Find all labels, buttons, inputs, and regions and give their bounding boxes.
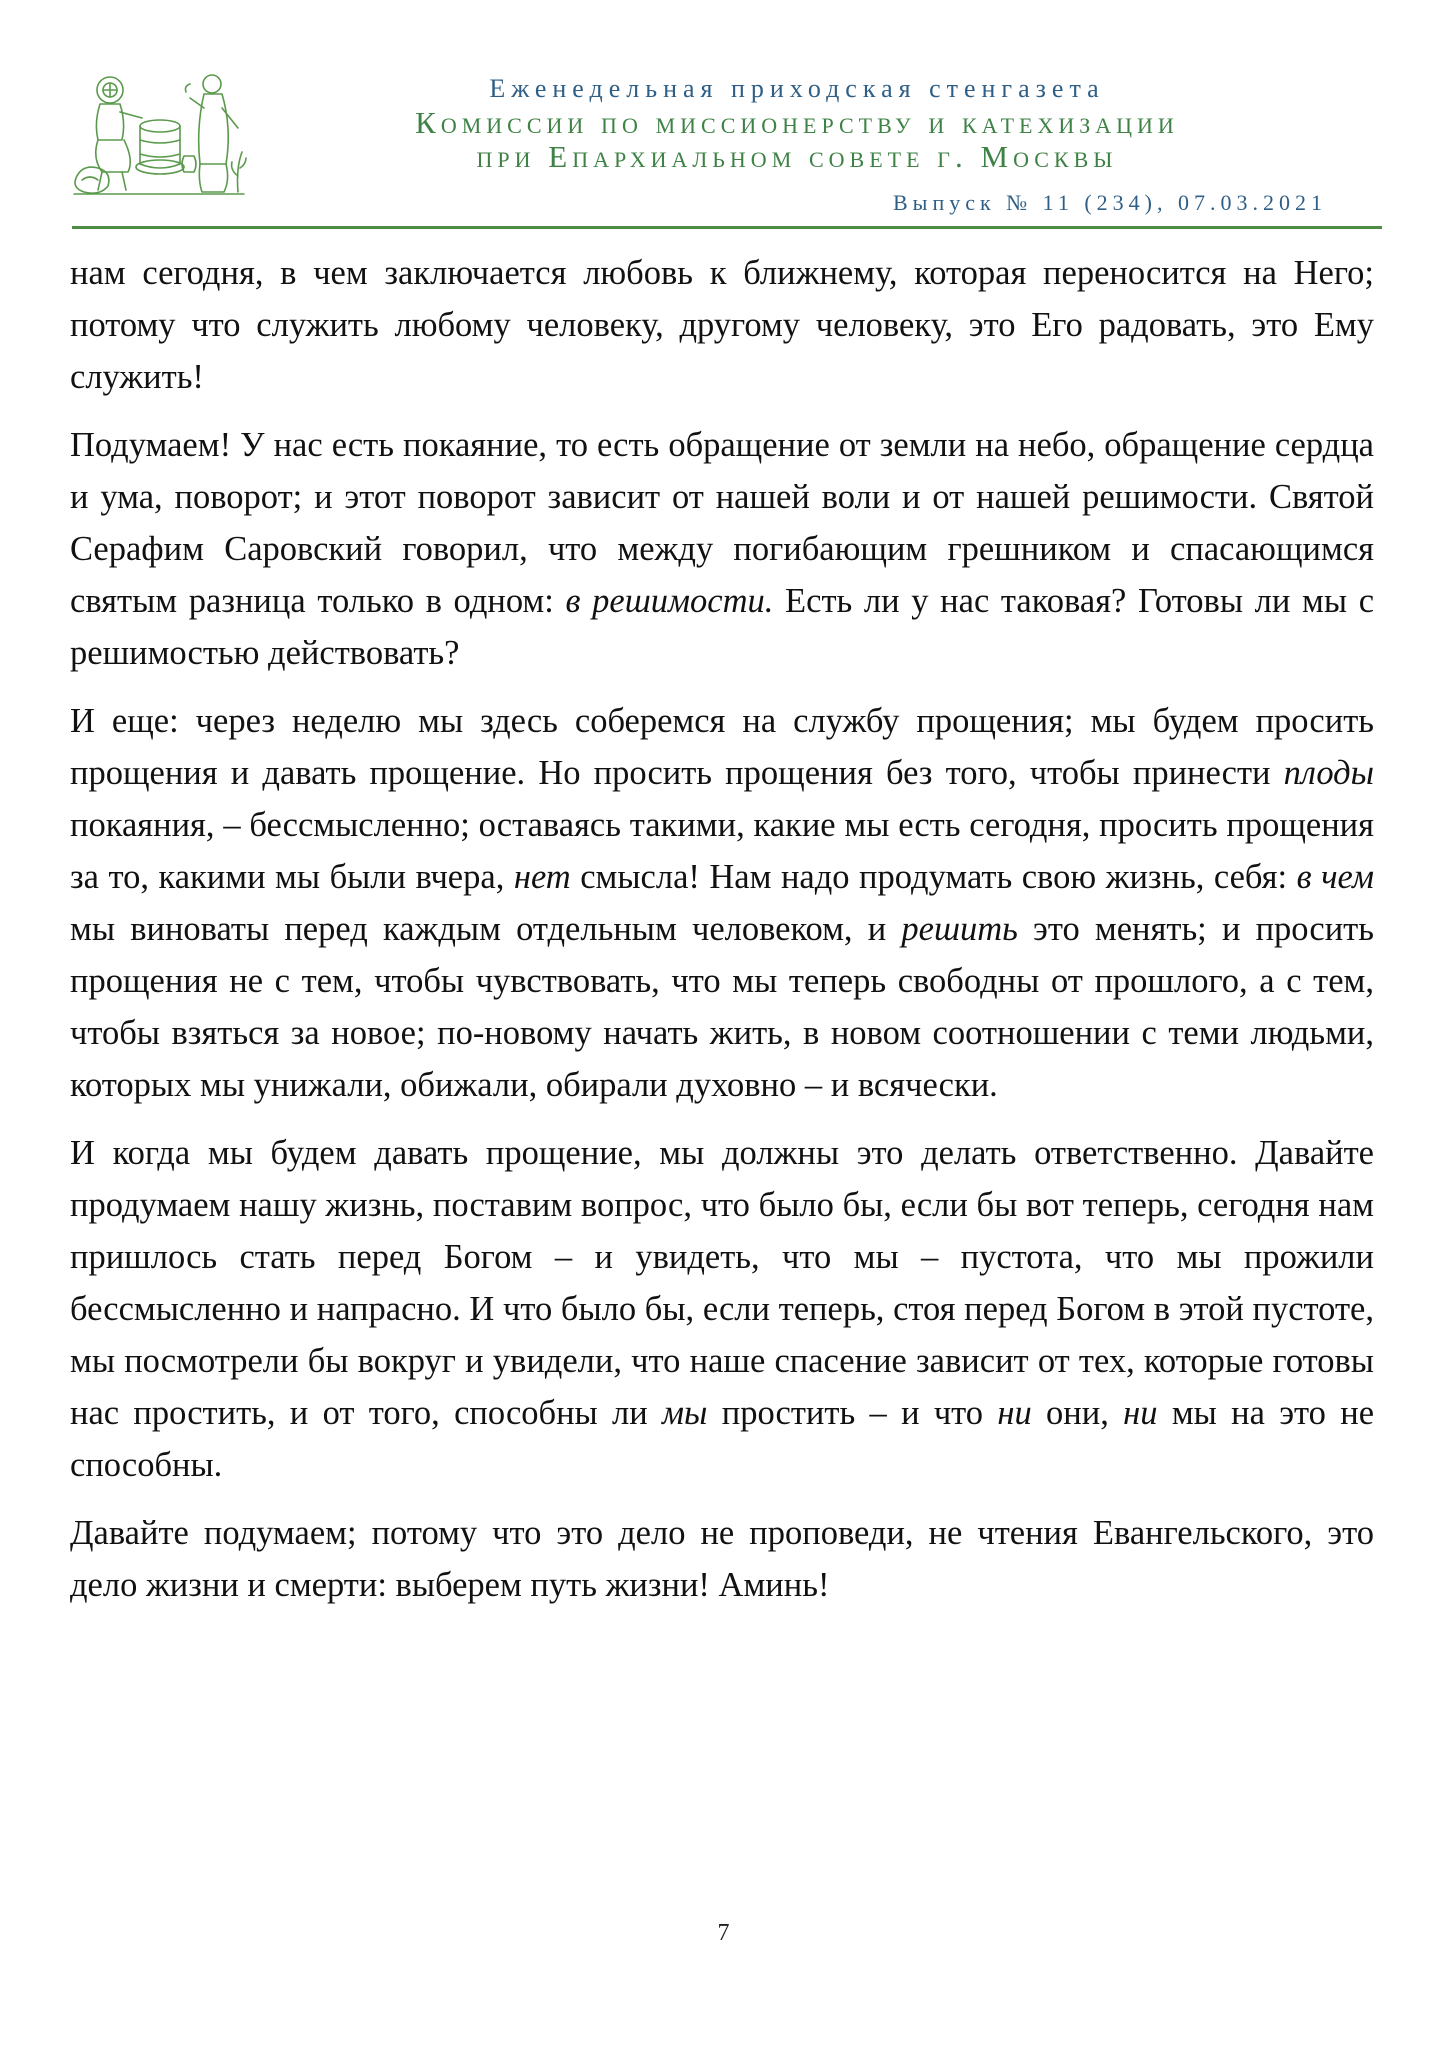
text-segment: смысла! Нам надо продумать свою жизнь, себя: xyxy=(570,858,1297,896)
text-segment: простить – и что xyxy=(707,1394,998,1432)
text-segment: Есть ли у нас таковая? Готовы ли мы с решимостью действовать? xyxy=(70,582,1375,672)
emphasis: ни xyxy=(1123,1394,1158,1432)
text-segment: покаяния, – бессмысленно; оставаясь такими, какие мы есть сегодня, просить прощения за то, какими мы были вчера, xyxy=(70,806,1374,896)
text-segment: Подумаем! У нас есть покаяние, то есть обращение от земли на небо, обращение сердца и ума, поворот; и этот поворот зависит от нашей воли и от нашей решимости. Святой Серафим Саровский говорил, что между погибающим грешником и спасающимся святым разница только в одном: xyxy=(70,426,1374,620)
text-segment: нам сегодня, в чем заключается любовь к ближнему, которая переносится на Него; потому что служить любому человеку, другому человеку, это Его радовать, это Ему служить! xyxy=(70,254,1374,396)
header-text xyxy=(272,68,1322,174)
page-number: 7 xyxy=(717,1920,730,1946)
emphasis: решить xyxy=(901,910,1018,948)
commission-name: Комиссии по миссионерству и катехизации xyxy=(415,105,1179,140)
text-segment: И когда мы будем давать прощение, мы должны это делать ответственно. Давайте продумаем нашу жизнь, поставим вопрос, что было бы, если бы вот теперь, сегодня нам пришлось стать перед Богом – и увидеть, что мы – пустота, что мы прожили бессмысленно и напрасно. И что было бы, если теперь, стоя перед Богом в этой пустоте, мы посмотрели бы вокруг и увидели, что наше спасение зависит от тех, которые готовы нас простить, и от того, способны ли xyxy=(70,1134,1374,1432)
paragraph-4 xyxy=(70,1127,1374,1491)
paragraph-5 xyxy=(70,1507,1374,1611)
emphasis: нет xyxy=(513,858,571,896)
commission-affiliation: при Епархиальном совете г. Москвы xyxy=(476,139,1118,174)
header-divider xyxy=(72,226,1382,229)
newspaper-tagline: Еженедельная приходская стенгазета xyxy=(489,74,1105,103)
paragraph-1 xyxy=(70,247,1374,403)
text-segment: они, xyxy=(1031,1394,1124,1432)
text-segment: мы виноваты перед каждым отдельным человеком, и xyxy=(70,910,902,948)
emphasis: в решимости. xyxy=(565,582,774,620)
logo-icon xyxy=(72,68,247,198)
emphasis: мы xyxy=(662,1394,708,1432)
text-segment: это менять; и просить прощения не с тем, чтобы чувствовать, что мы теперь свободны от прошлого, а с тем, чтобы взяться за новое; по-новому начать жить, в новом соотношении с теми людьми, которых мы унижали, обижали, обирали духовно – и всячески. xyxy=(70,910,1374,1104)
emphasis: ни xyxy=(997,1394,1032,1432)
text-segment: И еще: через неделю мы здесь соберемся на службу прощения; мы будем просить прощения и давать прощение. Но просить прощения без того, чтобы принести xyxy=(70,702,1374,792)
paragraph-3 xyxy=(70,695,1374,1111)
masthead xyxy=(72,68,1382,228)
emphasis: в чем xyxy=(1296,858,1374,896)
paragraph-2 xyxy=(70,419,1374,679)
text-segment: мы на это не способны. xyxy=(70,1394,1375,1484)
issue-number: Выпуск № 11 (234), 07.03.2021 xyxy=(892,190,1327,215)
text-segment: Давайте подумаем; потому что это дело не проповеди, не чтения Евангельского, это дело жизни и смерти: выберем путь жизни! Аминь! xyxy=(70,1514,1374,1604)
emphasis: плоды xyxy=(1283,754,1374,792)
article-body xyxy=(70,247,1374,1627)
